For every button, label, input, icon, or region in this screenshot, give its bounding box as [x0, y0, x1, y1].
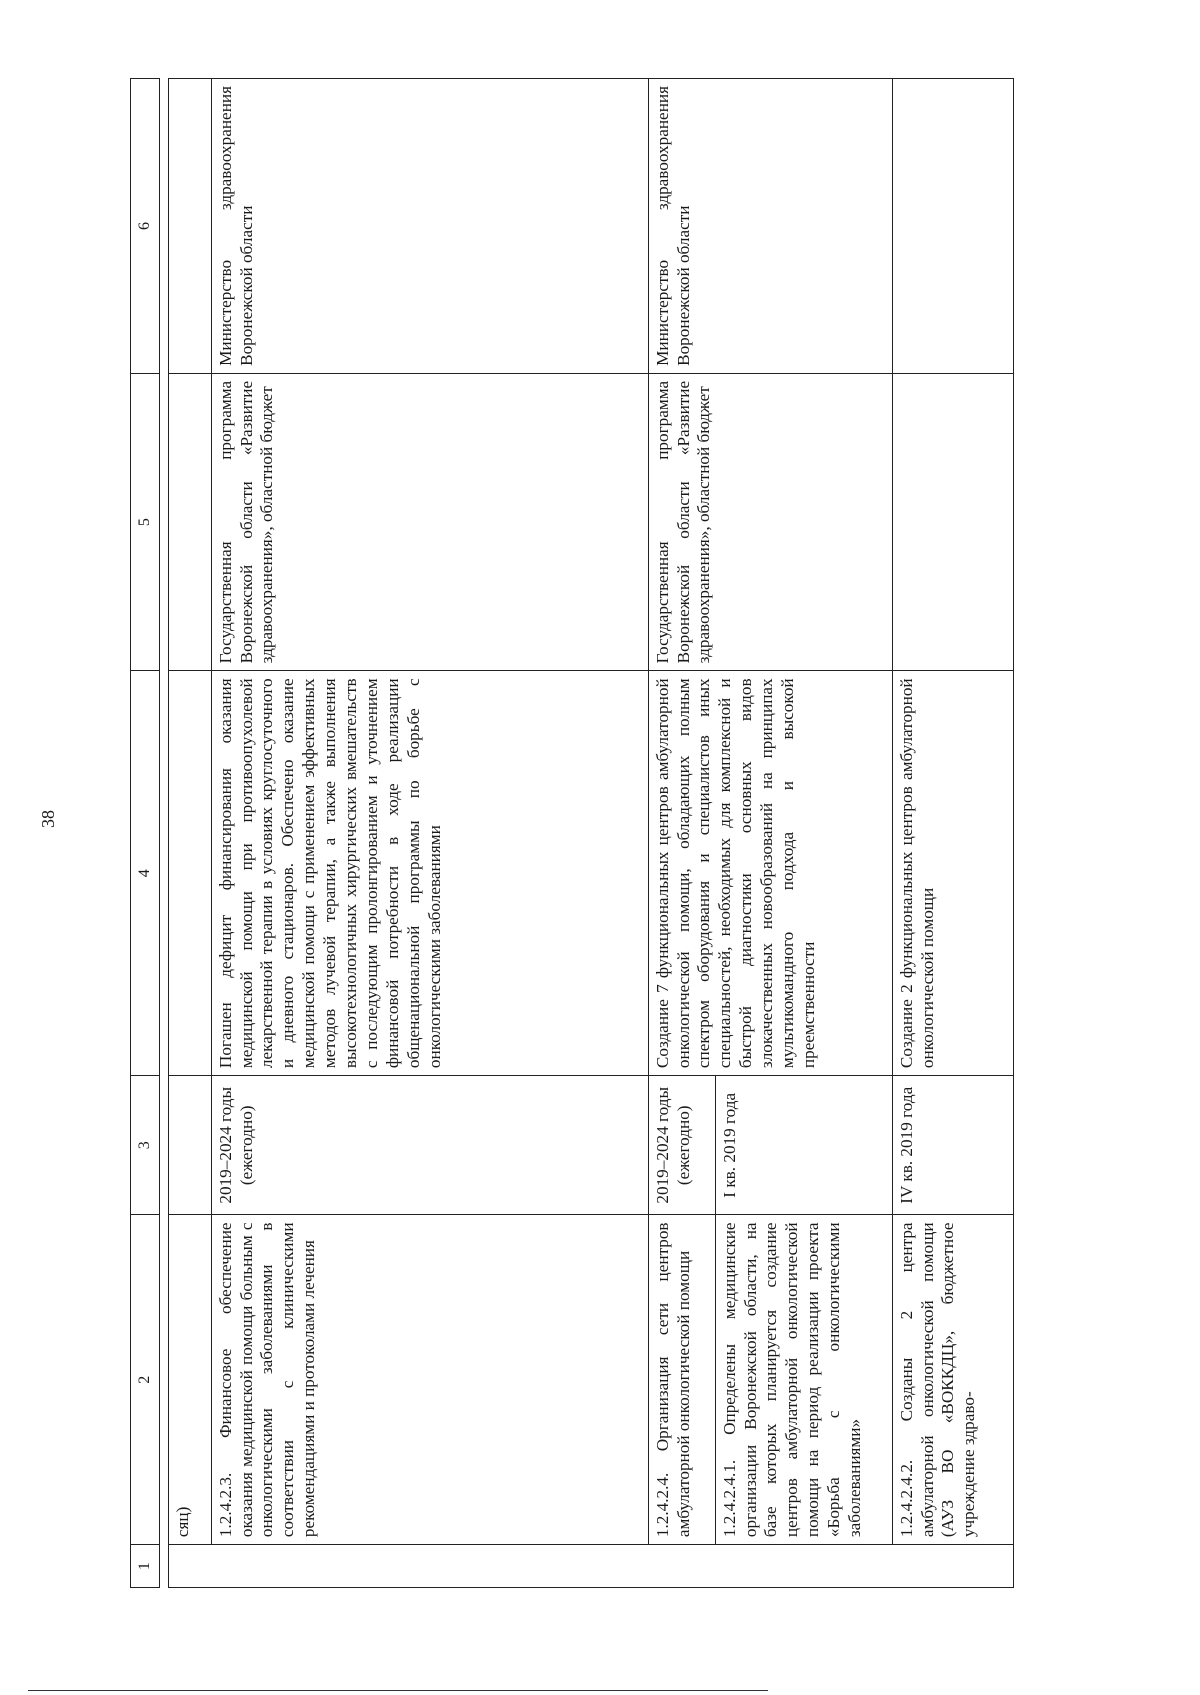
- bottom-rule: [28, 1690, 768, 1691]
- empty-cell: [168, 1076, 211, 1215]
- gap-row: [159, 79, 168, 1588]
- number-column-cell: [168, 1545, 1013, 1588]
- header-cell-1: 1: [131, 1545, 160, 1588]
- executor-cell: Министерство здравоохранения Воронежской области: [648, 79, 892, 374]
- executor-cell: Министерство здравоохранения Воронежской области: [211, 79, 648, 374]
- period-cell: IV кв. 2019 года: [892, 1076, 1013, 1215]
- header-cell-2: 2: [131, 1215, 160, 1545]
- plan-table: [130, 78, 1014, 1588]
- measure-cell: 1.2.4.2.4.1. Определены медицинские организации Воронежской области, на базе которых планируется создание центров амбулаторной онкологической помощи на период реализации проекта «Борьба с онкологическими заболеваниями»: [715, 1215, 892, 1545]
- table-row: [648, 79, 715, 1588]
- empty-cell: [168, 79, 211, 374]
- result-cell: Погашен дефицит финансирования оказания медицинской помощи при противоопухолевой лекарственной терапии в условиях круглосуточного и дневного стационаров. Обеспечено оказание медицинской помощи с применением эффективных методов лучевой терапии, а также выполнения высокотехнологичных хирургических вмешательств с последующим пролонгированием и уточнением финансовой потребности в ходе реализации общенациональной программы по борьбе с онкологическими заболеваниями: [211, 671, 648, 1076]
- period-cell: I кв. 2019 года: [715, 1076, 892, 1215]
- header-cell-5: 5: [131, 373, 160, 671]
- measure-cell: 1.2.4.2.3. Финансовое обеспечение оказания медицинской помощи больным с онкологическими заболеваниями в соответствии с клиническими рекомендациями и протоколами лечения: [211, 1215, 648, 1545]
- empty-cell: [892, 79, 1013, 374]
- measure-cell: 1.2.4.2.4.2. Созданы 2 центра амбулаторной онкологической помощи (АУЗ ВО «ВОККДЦ», бюджетное учреждение здраво-: [892, 1215, 1013, 1545]
- header-cell-3: 3: [131, 1076, 160, 1215]
- rotated-table-container: [130, 78, 1110, 1588]
- header-cell-6: 6: [131, 79, 160, 374]
- table-row: [211, 79, 648, 1588]
- header-row: [131, 79, 160, 1588]
- header-cell-4: 4: [131, 671, 160, 1076]
- continuation-cell: сяц): [168, 1215, 211, 1545]
- result-cell: Создание 2 функциональных центров амбулаторной онкологической помощи: [892, 671, 1013, 1076]
- result-cell: Создание 7 функциональных центров амбулаторной онкологической помощи, обладающих полным спектром оборудования и специалистов иных специальностей, необходимых для комплексной и быстрой диагностики основных видов злокачественных новообразований на принципах мультикомандного подхода и высокой преемственности: [648, 671, 892, 1076]
- source-cell: Государственная программа Воронежской области «Развитие здравоохранения», областной бюджет: [211, 373, 648, 671]
- measure-cell: 1.2.4.2.4. Организация сети центров амбулаторной онкологической помощи: [648, 1215, 715, 1545]
- period-cell: 2019–2024 годы (ежегодно): [648, 1076, 715, 1215]
- source-cell: Государственная программа Воронежской области «Развитие здравоохранения», областной бюджет: [648, 373, 892, 671]
- empty-cell: [892, 373, 1013, 671]
- continuation-row: [168, 79, 211, 1588]
- empty-cell: [168, 671, 211, 1076]
- empty-cell: [168, 373, 211, 671]
- table-row: [892, 79, 1013, 1588]
- gap-cell: [159, 79, 168, 1588]
- page-number: 38: [38, 810, 58, 828]
- period-cell: 2019–2024 годы (ежегодно): [211, 1076, 648, 1215]
